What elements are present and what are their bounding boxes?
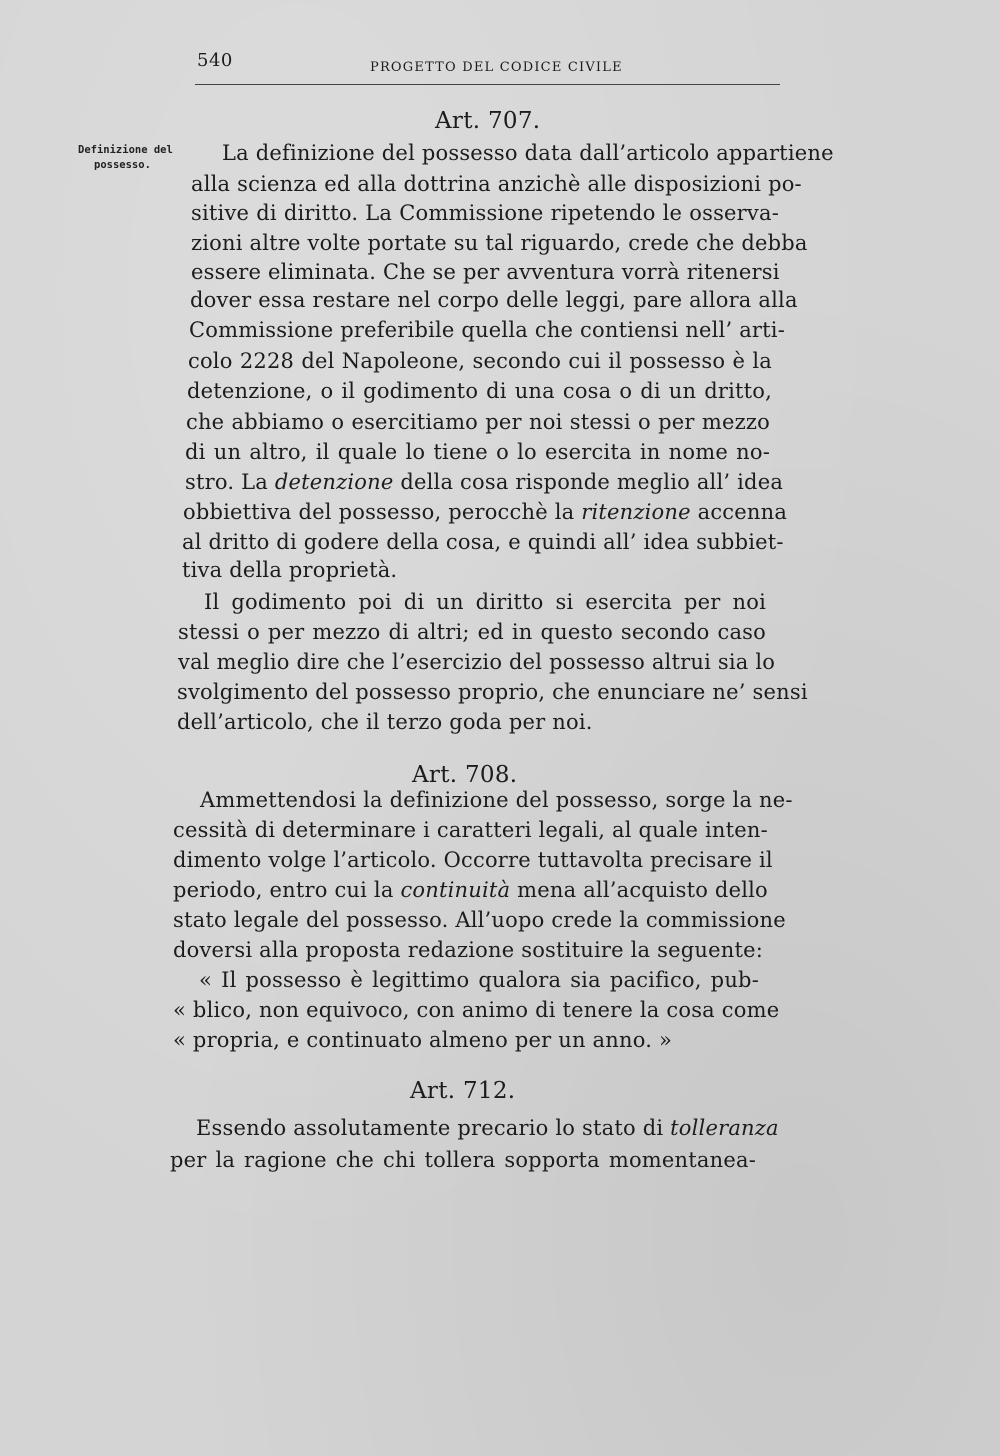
text-line: essere eliminata. Che se per avventura vorrà ritenersi bbox=[191, 260, 780, 284]
italic-term: tolleranza bbox=[670, 1116, 779, 1140]
text-line: dimento volge l’articolo. Occorre tuttavolta precisare il bbox=[173, 848, 773, 872]
margin-note bbox=[78, 143, 188, 173]
text-line: stessi o per mezzo di altri; ed in questo secondo caso bbox=[178, 620, 766, 644]
page-header bbox=[195, 50, 780, 85]
italic-term: ritenzione bbox=[581, 500, 691, 524]
italic-term: continuità bbox=[400, 878, 511, 902]
text-segment: obbiettiva del possesso, perocchè la bbox=[183, 500, 582, 524]
text-line bbox=[196, 1116, 779, 1140]
text-line bbox=[183, 500, 788, 524]
text-segment: Essendo assolutamente precario lo stato di bbox=[196, 1116, 671, 1140]
article-heading-707: Art. 707. bbox=[435, 108, 541, 134]
text-segment: della cosa risponde meglio all’ idea bbox=[393, 470, 784, 494]
text-line: val meglio dire che l’esercizio del possesso altrui sia lo bbox=[178, 650, 776, 674]
text-line: « Il possesso è legittimo qualora sia pacifico, pub- bbox=[199, 968, 759, 992]
text-line: stato legale del possesso. All’uopo crede la commissione bbox=[173, 908, 786, 932]
article-heading-712: Art. 712. bbox=[410, 1078, 516, 1104]
text-line: Commissione preferibile quella che contiensi nell’ arti- bbox=[189, 318, 786, 342]
text-line: sitive di diritto. La Commissione ripetendo le osserva- bbox=[191, 201, 779, 225]
running-title: PROGETTO DEL CODICE CIVILE bbox=[370, 60, 623, 75]
text-line: « propria, e continuato almeno per un anno. » bbox=[173, 1028, 673, 1052]
text-line: doversi alla proposta redazione sostituire la seguente: bbox=[173, 938, 763, 962]
text-line: al dritto di godere della cosa, e quindi all’ idea subbiet- bbox=[182, 530, 784, 554]
text-line bbox=[185, 470, 784, 494]
margin-note-line: Definizione del bbox=[78, 144, 173, 156]
text-segment: stro. La bbox=[185, 470, 275, 494]
text-line: Ammettendosi la definizione del possesso, sorge la ne- bbox=[200, 788, 793, 812]
text-line bbox=[173, 878, 768, 902]
text-line: Il godimento poi di un diritto si esercita per noi bbox=[204, 590, 766, 614]
text-line: dell’articolo, che il terzo goda per noi. bbox=[177, 710, 593, 734]
page-number: 540 bbox=[197, 50, 233, 71]
text-segment: periodo, entro cui la bbox=[173, 878, 401, 902]
text-segment: accenna bbox=[690, 500, 788, 524]
text-line: che abbiamo o esercitiamo per noi stessi o per mezzo bbox=[186, 410, 770, 434]
text-line: di un altro, il quale lo tiene o lo esercita in nome no- bbox=[185, 440, 770, 464]
text-line: svolgimento del possesso proprio, che enunciare ne’ sensi bbox=[177, 680, 808, 704]
text-line: detenzione, o il godimento di una cosa o di un dritto, bbox=[187, 379, 772, 403]
text-line: dover essa restare nel corpo delle leggi, pare allora alla bbox=[190, 288, 798, 312]
text-line: per la ragione che chi tollera sopporta momentanea- bbox=[170, 1148, 756, 1172]
text-line: La definizione del possesso data dall’articolo appartiene bbox=[222, 141, 834, 165]
text-line: tiva della proprietà. bbox=[182, 558, 398, 582]
text-line: cessità di determinare i caratteri legali, al quale inten- bbox=[173, 818, 768, 842]
text-line: alla scienza ed alla dottrina anzichè alle disposizioni po- bbox=[191, 172, 802, 196]
margin-note-line: possesso. bbox=[94, 159, 151, 171]
text-line: zioni altre volte portate su tal riguardo, crede che debba bbox=[191, 231, 808, 255]
text-line: « blico, non equivoco, con animo di tenere la cosa come bbox=[173, 998, 780, 1022]
article-heading-708: Art. 708. bbox=[412, 762, 518, 788]
text-line: colo 2228 del Napoleone, secondo cui il possesso è la bbox=[188, 349, 772, 373]
text-segment: mena all’acquisto dello bbox=[510, 878, 768, 902]
italic-term: detenzione bbox=[274, 470, 394, 494]
